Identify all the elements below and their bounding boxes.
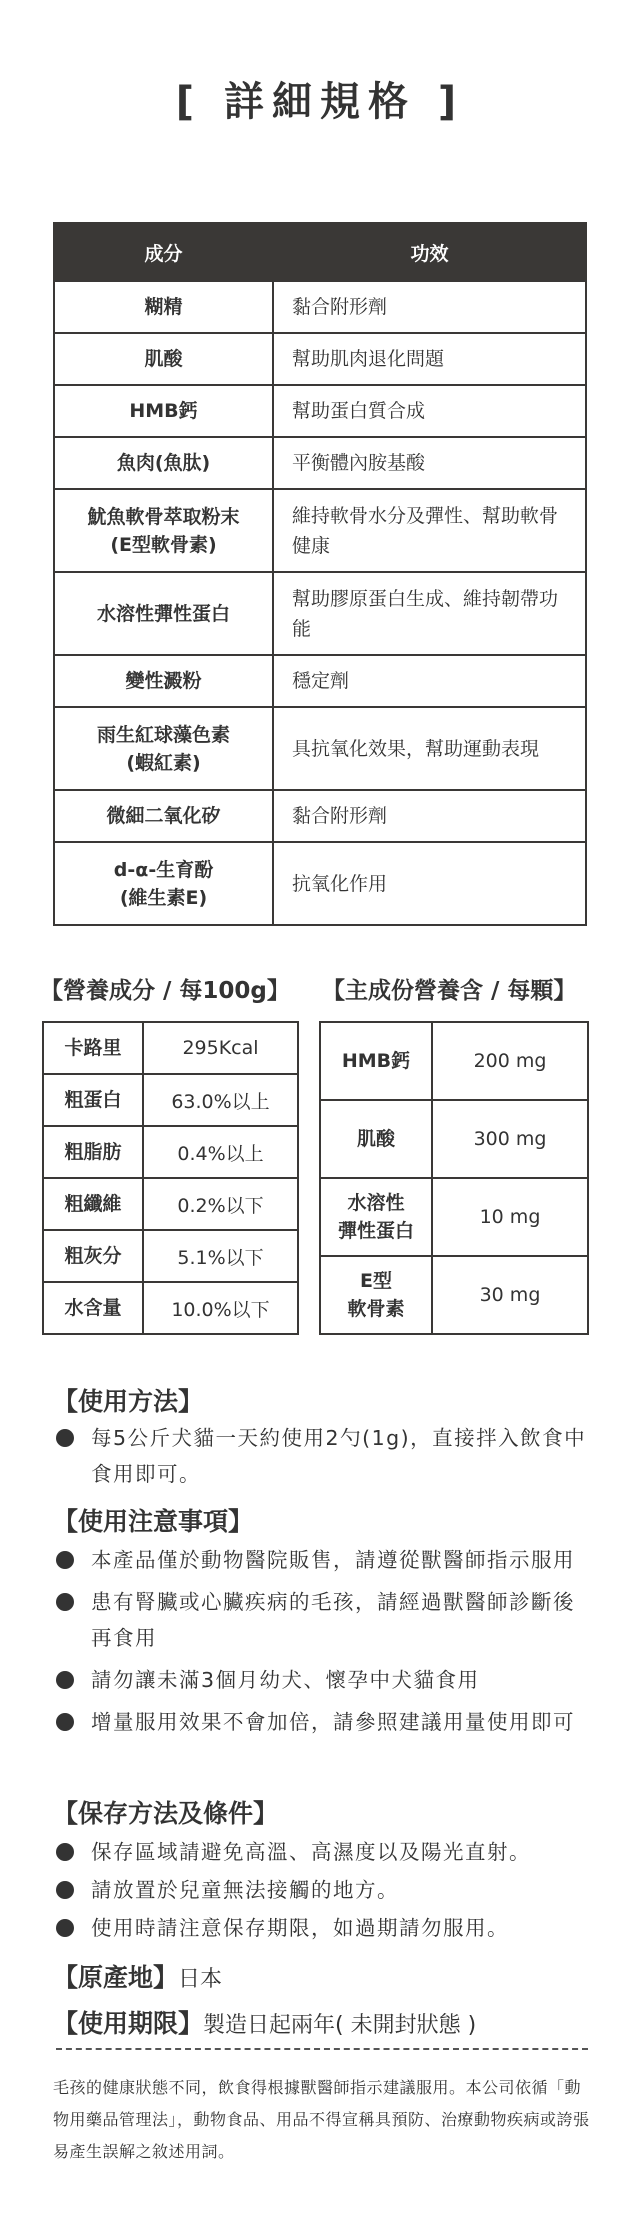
- ingredient-amount: 30 mg: [432, 1256, 588, 1334]
- precautions-list: [53, 1542, 593, 1746]
- spec-ingredient: d-α-生育酚 (維生素E): [54, 842, 273, 925]
- nutrition-table: [42, 1021, 299, 1335]
- spec-ingredient: 魚肉(魚肽): [54, 437, 273, 489]
- bullet-icon: [56, 1671, 74, 1689]
- nutrition-title: 【營養成分 / 每100g】: [40, 978, 290, 1004]
- list-item-text: 使用時請注意保存期限，如過期請勿服用。: [91, 1916, 509, 1940]
- expiry-title: 【使用期限】: [53, 2009, 204, 2038]
- bullet-icon: [56, 1551, 74, 1569]
- ingredient-name: E型 軟骨素: [320, 1256, 432, 1334]
- expiry-row: [53, 2004, 476, 2040]
- origin-row: [53, 1958, 222, 1994]
- list-item-text: 患有腎臟或心臟疾病的毛孩，請經過獸醫師診斷後再食用: [91, 1590, 575, 1650]
- main-ingredients-title: 【主成份營養含 / 每顆】: [322, 978, 577, 1004]
- spec-effect: 黏合附形劑: [273, 281, 586, 333]
- spec-header-ingredient: 成分: [54, 223, 273, 281]
- spec-effect: 幫助膠原蛋白生成、維持韌帶功能: [273, 572, 586, 655]
- bullet-icon: [56, 1919, 74, 1937]
- spec-table: [53, 222, 587, 926]
- bullet-icon: [56, 1881, 74, 1899]
- main-ingredients-table: [319, 1021, 589, 1335]
- list-item: [53, 1420, 593, 1492]
- list-item: [53, 1872, 593, 1908]
- spec-effect: 穩定劑: [273, 655, 586, 707]
- usage-list: [53, 1420, 593, 1498]
- spec-ingredient: 糊精: [54, 281, 273, 333]
- ingredient-name: 水溶性 彈性蛋白: [320, 1178, 432, 1256]
- nutrition-value: 0.4%以上: [143, 1126, 298, 1178]
- bullet-icon: [56, 1429, 74, 1447]
- spec-effect: 具抗氧化效果，幫助運動表現: [273, 707, 586, 790]
- nutrition-value: 10.0%以下: [143, 1282, 298, 1334]
- storage-list: [53, 1834, 593, 1948]
- nutrition-name: 粗蛋白: [43, 1074, 143, 1126]
- spec-effect: 抗氧化作用: [273, 842, 586, 925]
- spec-ingredient: HMB鈣: [54, 385, 273, 437]
- ingredient-amount: 300 mg: [432, 1100, 588, 1178]
- origin-value: 日本: [178, 1967, 223, 1992]
- ingredient-amount: 200 mg: [432, 1022, 588, 1100]
- ingredient-name: HMB鈣: [320, 1022, 432, 1100]
- spec-effect: 黏合附形劑: [273, 790, 586, 842]
- list-item: [53, 1542, 593, 1578]
- storage-title: 【保存方法及條件】: [53, 1799, 279, 1828]
- list-item: [53, 1834, 593, 1870]
- nutrition-value: 295Kcal: [143, 1022, 298, 1074]
- disclaimer-note: 毛孩的健康狀態不同，飲食得根據獸醫師指示建議服用。本公司依循「動物用藥品管理法」，動物食品、用品不得宣稱具預防、治療動物疾病或誇張易產生誤解之敘述用詞。: [53, 2078, 590, 2161]
- nutrition-value: 63.0%以上: [143, 1074, 298, 1126]
- bullet-icon: [56, 1843, 74, 1861]
- spec-ingredient: 肌酸: [54, 333, 273, 385]
- nutrition-name: 粗脂肪: [43, 1126, 143, 1178]
- nutrition-name: 粗纖維: [43, 1178, 143, 1230]
- list-item: [53, 1662, 593, 1698]
- nutrition-name: 水含量: [43, 1282, 143, 1334]
- list-item: [53, 1704, 593, 1740]
- ingredient-amount: 10 mg: [432, 1178, 588, 1256]
- nutrition-name: 卡路里: [43, 1022, 143, 1074]
- usage-title: 【使用方法】: [53, 1387, 204, 1416]
- list-item-text: 請勿讓未滿3個月幼犬、懷孕中犬貓食用: [91, 1668, 480, 1692]
- page-title: [ 詳細規格 ]: [175, 79, 465, 125]
- expiry-value: 製造日起兩年( 未開封狀態 ): [203, 2013, 477, 2038]
- spec-effect: 幫助肌肉退化問題: [273, 333, 586, 385]
- list-item: [53, 1584, 593, 1656]
- nutrition-name: 粗灰分: [43, 1230, 143, 1282]
- ingredient-name: 肌酸: [320, 1100, 432, 1178]
- spec-ingredient: 魷魚軟骨萃取粉末 (E型軟骨素): [54, 489, 273, 572]
- list-item-text: 本產品僅於動物醫院販售，請遵從獸醫師指示服用: [91, 1548, 575, 1572]
- list-item-text: 每5公斤犬貓一天約使用2勺(1g)，直接拌入飲食中食用即可。: [91, 1426, 587, 1486]
- list-item-text: 請放置於兒童無法接觸的地方。: [91, 1878, 399, 1902]
- spec-effect: 幫助蛋白質合成: [273, 385, 586, 437]
- dashed-divider: [56, 2048, 588, 2050]
- spec-ingredient: 變性澱粉: [54, 655, 273, 707]
- list-item-text: 保存區域請避免高溫、高濕度以及陽光直射。: [91, 1840, 531, 1864]
- precautions-title: 【使用注意事項】: [53, 1507, 254, 1536]
- origin-title: 【原產地】: [53, 1963, 179, 1992]
- spec-header-effect: 功效: [273, 223, 586, 281]
- spec-ingredient: 微細二氧化矽: [54, 790, 273, 842]
- spec-effect: 平衡體內胺基酸: [273, 437, 586, 489]
- bullet-icon: [56, 1713, 74, 1731]
- nutrition-value: 0.2%以下: [143, 1178, 298, 1230]
- nutrition-value: 5.1%以下: [143, 1230, 298, 1282]
- spec-ingredient: 雨生紅球藻色素 (蝦紅素): [54, 707, 273, 790]
- bullet-icon: [56, 1593, 74, 1611]
- spec-ingredient: 水溶性彈性蛋白: [54, 572, 273, 655]
- list-item: [53, 1910, 593, 1946]
- list-item-text: 增量服用效果不會加倍，請參照建議用量使用即可: [91, 1710, 575, 1734]
- spec-effect: 維持軟骨水分及彈性、幫助軟骨健康: [273, 489, 586, 572]
